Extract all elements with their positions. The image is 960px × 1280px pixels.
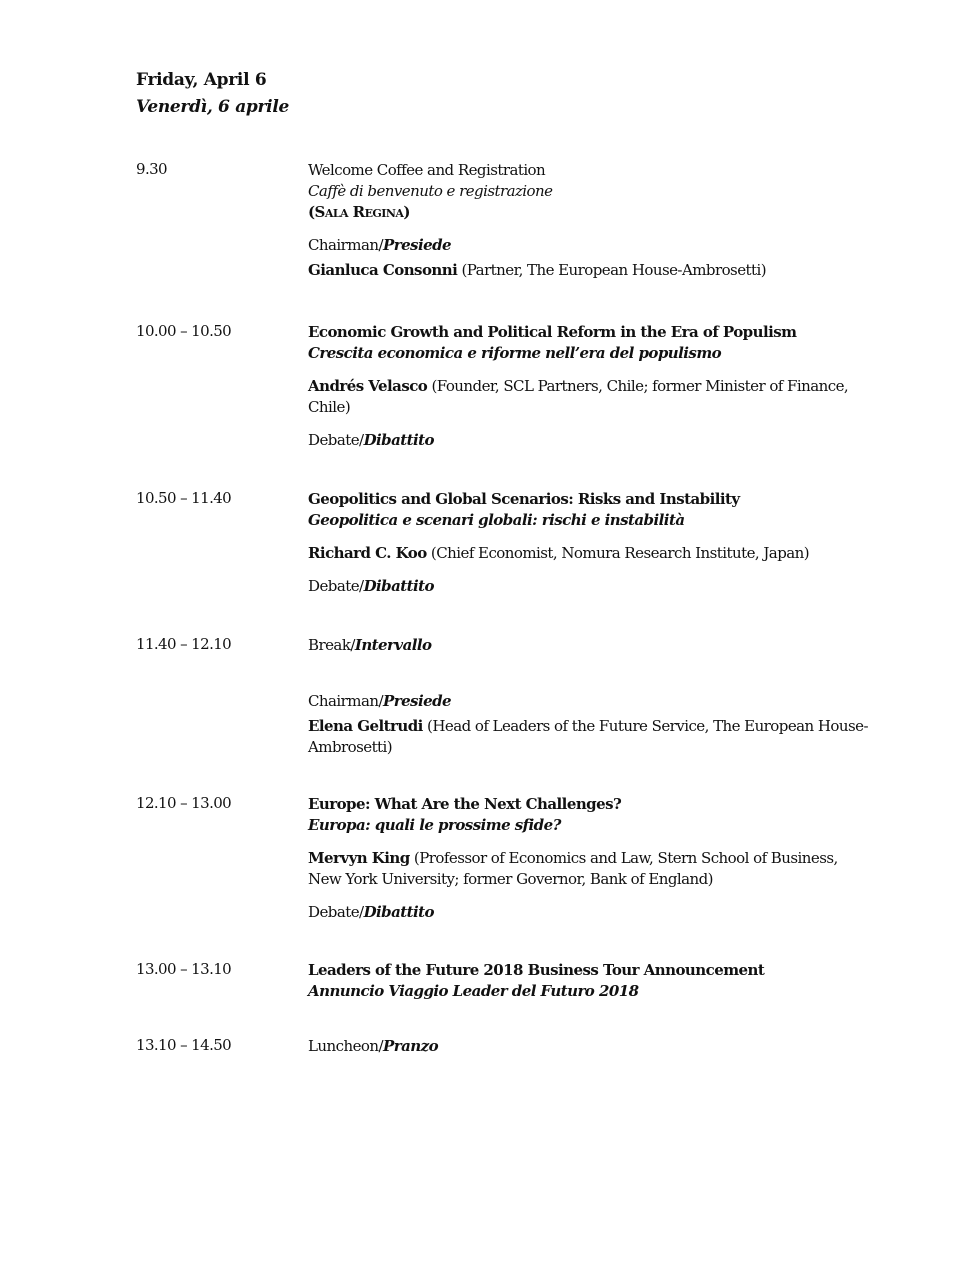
debate-label	[308, 576, 898, 597]
session-title-italian: Annuncio Viaggio Leader del Futuro 2018	[308, 982, 639, 1000]
chair-label-italian: Presiede	[382, 236, 452, 254]
debate-label-english: Debate/	[308, 903, 364, 921]
slot-content	[308, 794, 898, 923]
chair-label	[308, 235, 898, 256]
session-title-english: Geopolitics and Global Scenarios: Risks and Instability	[308, 490, 740, 508]
chair-label-english: Chairman/	[308, 692, 383, 710]
session-title-english: Economic Growth and Political Reform in the Era of Populism	[308, 323, 797, 341]
chair-affiliation: (Partner, The European House-Ambrosetti)	[457, 261, 767, 279]
debate-label	[308, 902, 898, 923]
speaker-name: Andrés Velasco	[308, 377, 428, 395]
session-room: (Sala Regina)	[308, 203, 410, 221]
slot-time: 11.40 – 12.10	[136, 635, 232, 653]
session-title-italian: Geopolitica e scenari globali: rischi e instabilità	[308, 511, 685, 529]
break-label-italian: Intervallo	[354, 636, 432, 654]
slot-time: 9.30	[136, 160, 167, 178]
speaker-affiliation: (Chief Economist, Nomura Research Institute, Japan)	[426, 544, 810, 562]
session-title-italian: Europa: quali le prossime sfide?	[308, 816, 561, 834]
session-title-italian: Caffè di benvenuto e registrazione	[308, 182, 553, 200]
debate-label	[308, 430, 898, 451]
lunch-label	[308, 1036, 898, 1057]
speaker-affiliation: (Founder, SCL Partners, Chile; former Minister of Finance, Chile)	[308, 377, 849, 416]
debate-label-english: Debate/	[308, 431, 364, 449]
slot-content	[308, 322, 898, 451]
debate-label-italian: Dibattito	[363, 431, 435, 449]
speaker-line	[308, 848, 863, 890]
slot-content	[308, 160, 898, 281]
session-title-english: Leaders of the Future 2018 Business Tour Announcement	[308, 961, 765, 979]
speaker-line	[308, 543, 898, 564]
debate-label-english: Debate/	[308, 577, 364, 595]
break-label-english: Break/	[308, 636, 355, 654]
chair-label	[308, 691, 898, 712]
slot-time: 10.50 – 11.40	[136, 489, 232, 507]
chair-name: Elena Geltrudi	[308, 717, 423, 735]
date-heading-english: Friday, April 6	[136, 70, 267, 90]
slot-content	[308, 691, 898, 758]
chair-line	[308, 260, 898, 281]
session-title-english: Welcome Coffee and Registration	[308, 161, 546, 179]
slot-time: 12.10 – 13.00	[136, 794, 232, 812]
session-title-italian: Crescita economica e riforme nell’era del populismo	[308, 344, 722, 362]
slot-content	[308, 1036, 898, 1057]
chair-affiliation: (Head of Leaders of the Future Service, The European House-Ambrosetti)	[308, 717, 869, 756]
slot-content	[308, 960, 898, 1002]
break-label	[308, 635, 898, 656]
slot-time: 13.10 – 14.50	[136, 1036, 232, 1054]
chair-name: Gianluca Consonni	[308, 261, 458, 279]
chair-label-italian: Presiede	[382, 692, 452, 710]
lunch-label-italian: Pranzo	[383, 1037, 439, 1055]
speaker-line	[308, 376, 868, 418]
speaker-affiliation: (Professor of Economics and Law, Stern School of Business, New York University; former Governor, Bank of England)	[308, 849, 838, 888]
chair-line	[308, 716, 893, 758]
session-title-english: Europe: What Are the Next Challenges?	[308, 795, 622, 813]
debate-label-italian: Dibattito	[363, 577, 435, 595]
slot-time: 13.00 – 13.10	[136, 960, 232, 978]
slot-time: 10.00 – 10.50	[136, 322, 232, 340]
debate-label-italian: Dibattito	[363, 903, 435, 921]
slot-content	[308, 489, 898, 597]
lunch-label-english: Luncheon/	[308, 1037, 384, 1055]
speaker-name: Mervyn King	[308, 849, 410, 867]
slot-content	[308, 635, 898, 656]
chair-label-english: Chairman/	[308, 236, 383, 254]
date-heading-italian: Venerdì, 6 aprile	[136, 97, 289, 117]
speaker-name: Richard C. Koo	[308, 544, 427, 562]
